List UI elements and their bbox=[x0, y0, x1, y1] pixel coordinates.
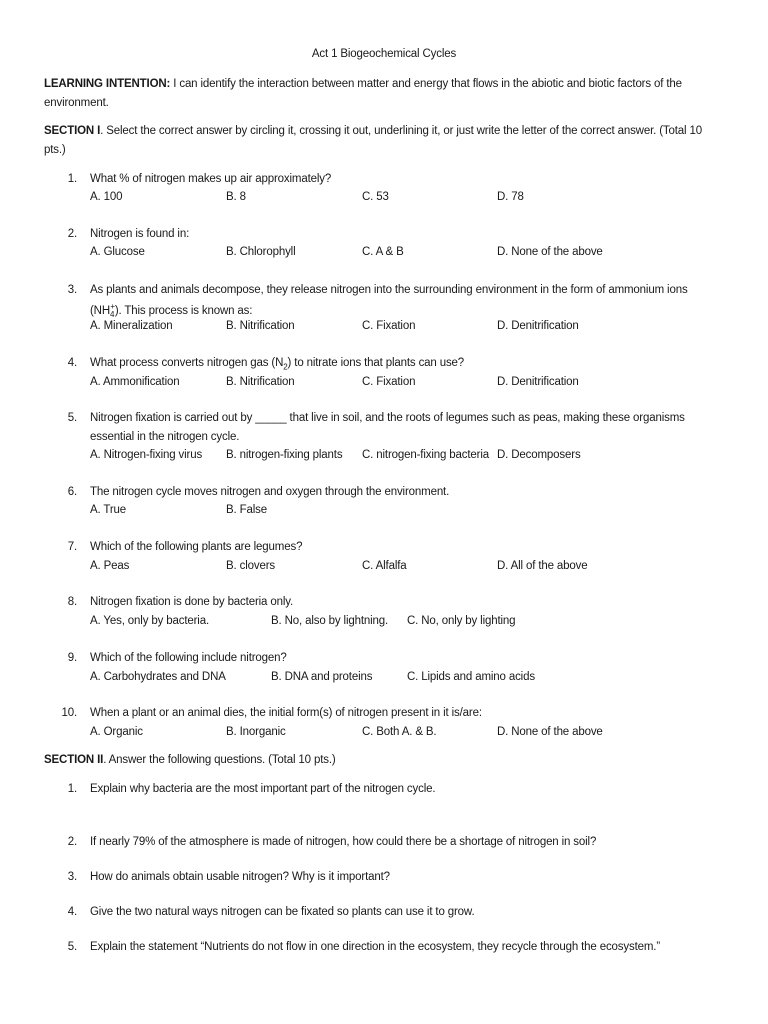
q3-choice-d[interactable]: D. Denitrification bbox=[497, 320, 579, 332]
s2-q4-text: Give the two natural ways nitrogen can be fixated so plants can use it to grow. bbox=[90, 906, 475, 918]
section2-label: SECTION II bbox=[44, 754, 104, 766]
q5-text-line1: Nitrogen fixation is carried out by _____ that live in soil, and the roots of legumes such as peas, making these organisms bbox=[90, 412, 685, 424]
s2-q4-number: 4. bbox=[67, 906, 77, 918]
q2-choice-a[interactable]: A. Glucose bbox=[90, 246, 145, 258]
section1-instructions-line1 bbox=[44, 125, 702, 137]
section1-instructions-line2: pts.) bbox=[44, 144, 66, 156]
s2-q2-text: If nearly 79% of the atmosphere is made of nitrogen, how could there be a shortage of nitrogen in soil? bbox=[90, 836, 597, 848]
s2-q1-text: Explain why bacteria are the most important part of the nitrogen cycle. bbox=[90, 783, 436, 795]
q5-choice-a[interactable]: A. Nitrogen-fixing virus bbox=[90, 449, 203, 461]
section2-instructions: SECTION II. Answer the following questions. (Total 10 pts.) bbox=[44, 754, 336, 766]
q2-number: 2. bbox=[67, 228, 77, 240]
q2-text: Nitrogen is found in: bbox=[90, 228, 190, 240]
s2-q5-number: 5. bbox=[67, 941, 77, 953]
page-title: Act 1 Biogeochemical Cycles bbox=[311, 48, 457, 60]
q1-number: 1. bbox=[67, 173, 77, 185]
q2-choice-b[interactable]: B. Chlorophyll bbox=[226, 246, 296, 258]
q4-choice-c[interactable]: C. Fixation bbox=[362, 376, 416, 388]
section1-instructions: . Select the correct answer by circling it, crossing it out, underlining it, or just write the letter of the correct answer. (Total 10 bbox=[100, 125, 702, 137]
q6-choice-b[interactable]: B. False bbox=[226, 504, 267, 516]
q9-number: 9. bbox=[67, 652, 77, 664]
q5-text-line2: essential in the nitrogen cycle. bbox=[90, 431, 240, 443]
q7-choice-a[interactable]: A. Peas bbox=[90, 560, 130, 572]
q7-number: 7. bbox=[67, 541, 77, 553]
q4-choice-d[interactable]: D. Denitrification bbox=[497, 376, 579, 388]
q1-choice-a[interactable]: A. 100 bbox=[90, 191, 123, 203]
q3-choice-a[interactable]: A. Mineralization bbox=[90, 320, 173, 332]
s2-q5-text: Explain the statement “Nutrients do not flow in one direction in the ecosystem, they recycle through the ecosystem.” bbox=[90, 941, 661, 953]
q5-choice-c[interactable]: C. nitrogen-fixing bacteria bbox=[362, 449, 489, 461]
s2-q3-number: 3. bbox=[67, 871, 77, 883]
q4-choice-b[interactable]: B. Nitrification bbox=[226, 376, 295, 388]
q1-text: What % of nitrogen makes up air approximately? bbox=[90, 173, 332, 185]
q3-choice-b[interactable]: B. Nitrification bbox=[226, 320, 295, 332]
q8-text: Nitrogen fixation is done by bacteria only. bbox=[90, 596, 294, 608]
q3-choice-c[interactable]: C. Fixation bbox=[362, 320, 416, 332]
s2-q3-text: How do animals obtain usable nitrogen? Why is it important? bbox=[90, 871, 390, 883]
q3-text-line1: As plants and animals decompose, they release nitrogen into the surrounding environment in the form of ammonium ions bbox=[90, 284, 688, 296]
q10-choice-b[interactable]: B. Inorganic bbox=[226, 726, 286, 738]
q5-choice-b[interactable]: B. nitrogen-fixing plants bbox=[226, 449, 343, 461]
q7-text: Which of the following plants are legumes? bbox=[90, 541, 303, 553]
q10-text: When a plant or an animal dies, the initial form(s) of nitrogen present in it is/are: bbox=[90, 707, 482, 719]
learning-intention-label: LEARNING INTENTION: bbox=[44, 78, 171, 90]
section1-label: SECTION I bbox=[44, 125, 101, 137]
q2-choice-c[interactable]: C. A & B bbox=[362, 246, 404, 258]
q8-choice-a[interactable]: A. Yes, only by bacteria. bbox=[90, 615, 209, 627]
q7-choice-b[interactable]: B. clovers bbox=[226, 560, 275, 572]
q5-choice-d[interactable]: D. Decomposers bbox=[497, 449, 581, 461]
q7-choice-d[interactable]: D. All of the above bbox=[497, 560, 588, 572]
q9-choice-a[interactable]: A. Carbohydrates and DNA bbox=[90, 671, 226, 683]
q2-choice-d[interactable]: D. None of the above bbox=[497, 246, 603, 258]
q3-number: 3. bbox=[67, 284, 77, 296]
q1-choice-b[interactable]: B. 8 bbox=[226, 191, 246, 203]
learning-intention-line2: environment. bbox=[44, 97, 109, 109]
q9-text: Which of the following include nitrogen? bbox=[90, 652, 287, 664]
q10-choice-a[interactable]: A. Organic bbox=[90, 726, 143, 738]
s2-q1-number: 1. bbox=[67, 783, 77, 795]
q9-choice-c[interactable]: C. Lipids and amino acids bbox=[407, 671, 535, 683]
q4-choice-a[interactable]: A. Ammonification bbox=[90, 376, 180, 388]
q9-choice-b[interactable]: B. DNA and proteins bbox=[271, 671, 373, 683]
q4-number: 4. bbox=[67, 357, 77, 369]
q6-text: The nitrogen cycle moves nitrogen and oxygen through the environment. bbox=[90, 486, 450, 498]
q10-choice-d[interactable]: D. None of the above bbox=[497, 726, 603, 738]
q4-text: What process converts nitrogen gas $(N_2)$ to nitrate ions that plants can use? bbox=[90, 357, 465, 372]
learning-intention-text: I can identify the interaction between matter and energy that flows in the abiotic and biotic factors of the bbox=[170, 78, 682, 90]
q1-choice-d[interactable]: D. 78 bbox=[497, 191, 524, 203]
q10-choice-c[interactable]: C. Both A. & B. bbox=[362, 726, 437, 738]
q6-choice-a[interactable]: A. True bbox=[90, 504, 127, 516]
q10-number: 10. bbox=[61, 707, 77, 719]
q8-choice-c[interactable]: C. No, only by lighting bbox=[407, 615, 516, 627]
q5-number: 5. bbox=[67, 412, 77, 424]
s2-q2-number: 2. bbox=[67, 836, 77, 848]
q6-number: 6. bbox=[67, 486, 77, 498]
q7-choice-c[interactable]: C. Alfalfa bbox=[362, 560, 407, 572]
q8-choice-b[interactable]: B. No, also by lightning. bbox=[271, 615, 389, 627]
q8-number: 8. bbox=[67, 596, 77, 608]
learning-intention-line1 bbox=[44, 78, 682, 90]
q3-text-line2: $(NH_4^+)$. This process is known as: bbox=[90, 302, 253, 320]
q1-choice-c[interactable]: C. 53 bbox=[362, 191, 389, 203]
